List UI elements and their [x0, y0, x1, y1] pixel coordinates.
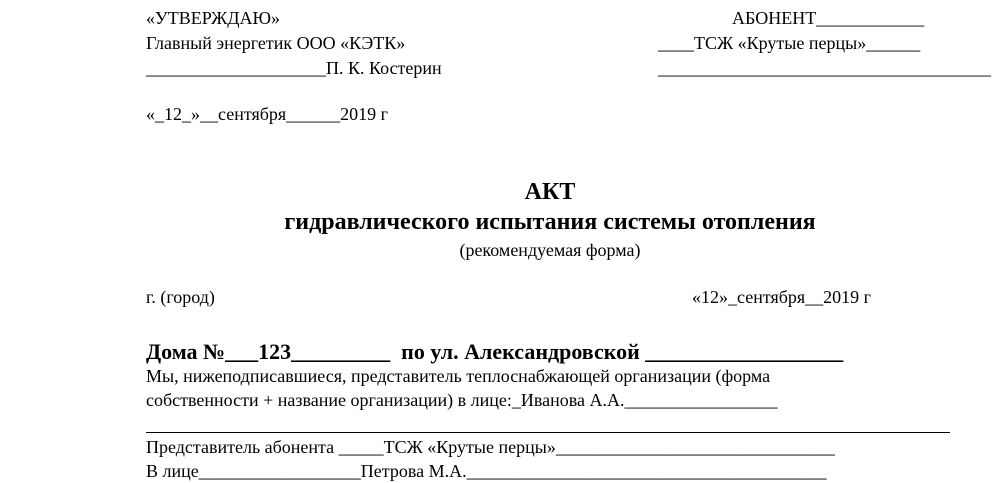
subscriber-label-blank: ____________ [816, 8, 925, 28]
approval-signatory: П. К. Костерин [326, 58, 442, 78]
body-line-2 [146, 390, 778, 410]
subscriber-signature-blank: _____________________________________ [658, 58, 991, 78]
subscriber-org-name: ТСЖ «Крутые перцы» [694, 33, 867, 53]
person-suffix: ________________________________________ [466, 461, 827, 481]
approval-signature-blank: ____________________ [146, 58, 326, 78]
house-street: Александровской [464, 339, 640, 364]
person-name: Петрова М.А. [360, 461, 467, 481]
house-number-prefix: ___ [225, 339, 259, 364]
person-line [146, 461, 827, 481]
act-city: г. (город) [146, 287, 215, 307]
representative-suffix: _______________________________ [555, 437, 835, 457]
house-label: Дома № [146, 339, 226, 364]
house-line [146, 340, 843, 364]
representative-line [146, 437, 835, 457]
body-line-2-name: Иванова А.А. [520, 390, 625, 410]
house-street-blank: __________________ [645, 339, 844, 364]
body-line-2-suffix: _________________ [624, 390, 778, 410]
person-label: В лице [146, 461, 199, 481]
approval-date: «_12_»__сентября______2019 г [146, 104, 389, 124]
subscriber-org-prefix: ____ [658, 33, 694, 53]
body-line-2-prefix: собственности + название организации) в лице:_ [146, 390, 521, 410]
subscriber-org-line [658, 33, 920, 53]
house-street-label: по ул. [401, 339, 459, 364]
subscriber-org-suffix: ______ [866, 33, 921, 53]
subscriber-label: АБОНЕНТ [732, 8, 817, 28]
representative-label: Представитель абонента [146, 437, 335, 457]
act-title: АКТ [524, 179, 576, 205]
approval-signature-line [146, 58, 442, 78]
body-line-1: Мы, нижеподписавшиеся, представитель теплоснабжающей организации (форма [146, 366, 771, 386]
approval-title: «УТВЕРЖДАЮ» [146, 8, 281, 28]
act-note: (рекомендуемая форма) [459, 240, 641, 260]
house-number-suffix: _________ [291, 339, 391, 364]
act-subtitle: гидравлического испытания системы отопления [284, 209, 816, 235]
house-number: 123 [258, 339, 292, 364]
approval-position: Главный энергетик ООО «КЭТК» [146, 33, 406, 53]
person-blank: __________________ [198, 461, 361, 481]
representative-org: ТСЖ «Крутые перцы» [383, 437, 556, 457]
act-date: «12»_сентября__2019 г [692, 287, 872, 307]
representative-prefix: _____ [338, 437, 384, 457]
body-divider [146, 432, 950, 433]
subscriber-line [732, 8, 924, 28]
